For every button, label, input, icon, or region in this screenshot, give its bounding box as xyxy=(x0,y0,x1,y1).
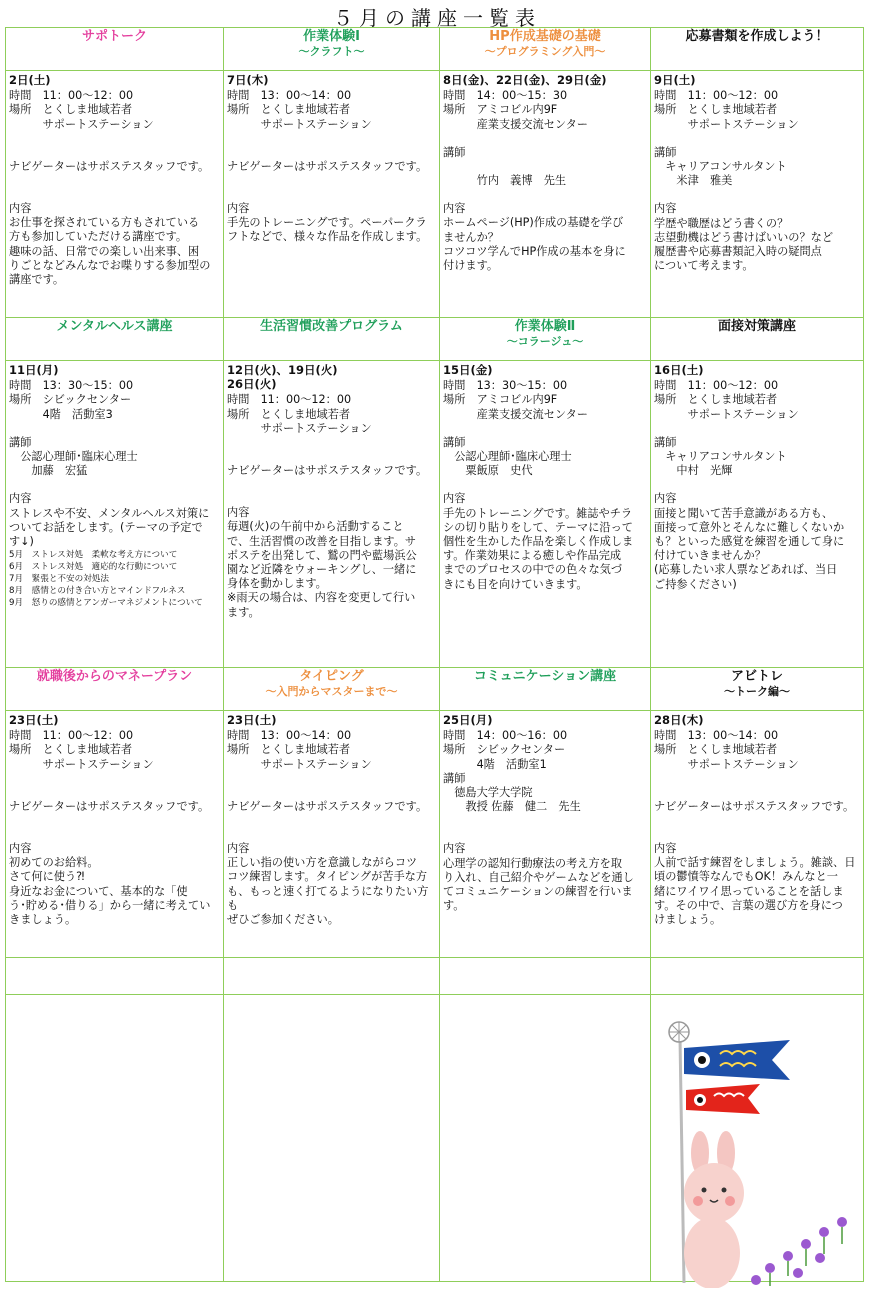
course-detail-line: 手先のトレーニングです。雑誌やチラ xyxy=(443,506,633,520)
course-detail-line: (応募したい求人票などあれば、当日 xyxy=(654,563,838,577)
course-date: 23日(土) xyxy=(227,713,277,727)
course-detail-line: 時間 13：00～14：00 xyxy=(227,89,352,103)
course-detail-line: 場所 アミコビル内9F xyxy=(443,393,558,407)
line-gap xyxy=(9,786,220,800)
course-detail-line: ます。 xyxy=(227,605,260,619)
line-gap xyxy=(227,132,436,146)
course-detail-line: 内容 xyxy=(443,492,466,506)
course-detail-line: 講師 xyxy=(9,435,32,449)
course-detail-line: 内容 xyxy=(227,842,250,856)
line-gap xyxy=(443,422,647,436)
course-title: コミュニケーション講座 xyxy=(473,669,617,684)
course-title: 作業体験Ⅰ xyxy=(303,29,360,44)
course-detail-line: 場所 シビックセンター xyxy=(9,393,132,407)
course-detail-line: 講師 xyxy=(443,145,466,159)
course-detail-line: 講師 xyxy=(654,145,677,159)
course-details xyxy=(440,711,651,958)
course-detail-line: 身体を動かします。 xyxy=(227,577,327,591)
course-detail-line: 初めてのお給料。 xyxy=(9,856,99,870)
course-detail-line: も、もっと速く打てるようになりたい方も xyxy=(227,884,429,912)
course-detail-line: 場所 とくしま地域若者 xyxy=(654,393,778,407)
course-detail-line: 講師 xyxy=(654,435,677,449)
course-detail-line: 時間 11：00～12：00 xyxy=(654,89,779,103)
course-date: 23日(土) xyxy=(9,713,59,727)
course-detail-line: キャリアコンサルタント xyxy=(654,160,787,174)
line-gap xyxy=(227,828,436,842)
course-title: 就職後からのマネープラン xyxy=(36,669,193,684)
course-detail-line: サポートステーション xyxy=(227,117,372,131)
course-detail-line: 個性を生かした作品を楽しく作成しま xyxy=(443,535,634,549)
course-header xyxy=(440,28,651,71)
course-detail-line: う･貯める･借りる」から一緒に考えてい xyxy=(9,898,211,912)
course-header xyxy=(6,28,224,71)
course-detail-line: コツ練習します。タイピングが苦手な方 xyxy=(227,870,428,884)
course-detail-line: ナビゲーターはサポステスタッフです。 xyxy=(9,799,210,813)
koinobori-rabbit-illustration xyxy=(660,1018,860,1288)
course-detail-line: サポートステーション xyxy=(654,407,799,421)
course-detail-line: 時間 11：00～12：00 xyxy=(227,393,352,407)
course-detail-line: 場所 とくしま地域若者 xyxy=(227,743,351,757)
course-details xyxy=(651,711,864,958)
course-detail-line: 講師 xyxy=(443,435,466,449)
course-title: メンタルヘルス講座 xyxy=(56,319,173,334)
line-gap xyxy=(227,772,436,786)
course-detail-line: 正しい指の使い方を意識しながらコツ xyxy=(227,856,418,870)
course-detail-line: ナビゲーターはサポステスタッフです。 xyxy=(227,159,428,173)
course-detail-line: 履歴書や応募書類記入時の疑問点 xyxy=(654,245,822,259)
course-date: 25日(月) xyxy=(443,713,493,727)
topic-schedule-line: 6月 ストレス対処 適応的な行動について xyxy=(9,562,178,573)
course-detail-line: 緒にワイワイ思っていることを話しま xyxy=(654,884,844,898)
course-detail-line: サポートステーション xyxy=(227,421,372,435)
topic-schedule-line: 5月 ストレス対処 柔軟な考え方について xyxy=(9,550,178,561)
empty-header-cell xyxy=(224,958,440,995)
empty-header-cell xyxy=(6,958,224,995)
course-detail-line: ナビゲーターはサポステスタッフです。 xyxy=(227,464,428,478)
line-gap xyxy=(443,478,647,492)
course-header xyxy=(440,668,651,711)
course-detail-line: 時間 11：00～12：00 xyxy=(654,379,779,393)
course-detail-line: ぜひご参加ください。 xyxy=(227,913,339,927)
course-header xyxy=(6,318,224,361)
course-detail-line: も？といった感覚を練習を通して身に xyxy=(654,535,845,549)
course-header xyxy=(6,668,224,711)
line-gap xyxy=(654,814,860,828)
course-detail-line: り入れ、自己紹介やゲームなどを通し xyxy=(443,870,634,884)
course-header xyxy=(651,318,864,361)
course-header xyxy=(651,28,864,71)
course-detail-line: 加藤 宏猛 xyxy=(9,464,88,478)
course-detail-line: 場所 シビックセンター xyxy=(443,743,566,757)
course-detail-line: 4階 活動室3 xyxy=(9,407,113,421)
course-subtitle: ～トーク編～ xyxy=(724,685,790,698)
course-date: 28日(木) xyxy=(654,713,704,727)
line-gap xyxy=(227,436,436,450)
line-gap xyxy=(654,772,860,786)
line-gap xyxy=(9,814,220,828)
course-detail-line: 面接と聞いて苦手意識がある方も、 xyxy=(654,506,834,520)
line-gap xyxy=(9,188,220,202)
line-gap xyxy=(654,786,860,800)
course-detail-line: 場所 アミコビル内9F xyxy=(443,103,558,117)
course-details xyxy=(224,71,440,318)
course-detail-line: 場所 とくしま地域若者 xyxy=(227,103,351,117)
course-date: 2日(土) xyxy=(9,73,51,87)
course-detail-line: 趣味の話、日常での楽しい出来事、困 xyxy=(9,244,200,258)
course-detail-line: 付けていきませんか？ xyxy=(654,549,766,563)
line-gap xyxy=(654,828,860,842)
course-detail-line: 時間 13：00～14：00 xyxy=(227,729,352,743)
course-detail-line: りごとなどみんなでお喋りする参加型の xyxy=(9,258,211,272)
line-gap xyxy=(443,132,647,146)
course-detail-line: 時間 14：00～16：00 xyxy=(443,729,568,743)
course-title: 応募書類を作成しよう！ xyxy=(685,29,829,44)
course-detail-line: 産業支援交流センター xyxy=(443,117,588,131)
course-detail-line: ナビゲーターはサポステスタッフです。 xyxy=(9,159,210,173)
course-detail-line: 内容 xyxy=(443,842,466,856)
course-detail-line: 場所 とくしま地域若者 xyxy=(9,103,133,117)
course-detail-line: 産業支援交流センター xyxy=(443,407,588,421)
course-detail-line: 学歴や職歴はどう書くの？ xyxy=(654,216,789,230)
course-detail-line: 人前で話す練習をしましょう。雑談、日 xyxy=(654,856,856,870)
line-gap xyxy=(9,772,220,786)
course-detail-line: 身近なお金について、基本的な「使 xyxy=(9,884,188,898)
line-gap xyxy=(9,174,220,188)
course-detail-line: サポートステーション xyxy=(654,117,799,131)
course-subtitle: ～コラージュ～ xyxy=(506,335,584,348)
course-detail-line: ご持参ください) xyxy=(654,577,737,591)
course-detail-line: 内容 xyxy=(9,842,32,856)
line-gap xyxy=(9,478,220,492)
course-detail-line: 時間 11：00～12：00 xyxy=(9,729,134,743)
topic-schedule-line: 8月 感情との付き合い方とマインドフルネス xyxy=(9,586,186,597)
course-detail-line: サポートステーション xyxy=(654,757,799,771)
course-detail-line: 教授 佐藤 健二 先生 xyxy=(443,800,581,814)
course-detail-line: ※雨天の場合は、内容を変更して行い xyxy=(227,591,416,605)
course-detail-line: 内容 xyxy=(227,506,250,520)
course-detail-line: 内容 xyxy=(227,202,250,216)
course-detail-line: 4階 活動室1 xyxy=(443,757,547,771)
course-details xyxy=(440,71,651,318)
course-title: HP作成基礎の基礎 xyxy=(489,29,601,44)
course-detail-line: 内容 xyxy=(9,492,32,506)
line-gap xyxy=(654,132,860,146)
line-gap xyxy=(227,188,436,202)
course-detail-line: サポートステーション xyxy=(9,757,154,771)
course-detail-line: 内容 xyxy=(654,202,677,216)
course-date: 11日(月) xyxy=(9,363,59,377)
course-title: 面接対策講座 xyxy=(717,319,796,334)
course-detail-line: 場所 とくしま地域若者 xyxy=(227,407,351,421)
course-detail-line: す↓) xyxy=(9,535,34,549)
course-detail-line: 場所 とくしま地域若者 xyxy=(654,103,778,117)
course-detail-line: サポートステーション xyxy=(9,117,154,131)
line-gap xyxy=(227,478,436,492)
line-gap xyxy=(654,188,860,202)
course-detail-line: ポステを出発して、鷲の門や藍場浜公 xyxy=(227,548,417,562)
line-gap xyxy=(443,814,647,828)
course-detail-line: 時間 13：30～15：00 xyxy=(443,379,568,393)
course-header xyxy=(440,318,651,361)
course-detail-line: 毎週(火)の午前中から活動すること xyxy=(227,520,404,534)
course-details xyxy=(6,711,224,958)
course-detail-line: ませんか？ xyxy=(443,230,499,244)
line-gap xyxy=(227,146,436,160)
line-gap xyxy=(227,450,436,464)
course-detail-line: 時間 11：00～12：00 xyxy=(9,89,134,103)
page-title: ５月の講座一覧表 xyxy=(333,6,541,30)
course-detail-line: 内容 xyxy=(443,202,466,216)
course-detail-line: 志望動機はどう書けばいいの？など xyxy=(654,230,834,244)
course-detail-line: 講師 xyxy=(443,771,466,785)
course-detail-line: 講座です。 xyxy=(9,273,65,287)
course-title: タイピング xyxy=(299,669,364,684)
course-detail-line: キャリアコンサルタント xyxy=(654,450,787,464)
course-details xyxy=(224,361,440,668)
course-detail-line: 心理学の認知行動療法の考え方を取 xyxy=(443,856,623,870)
course-subtitle: ～入門からマスターまで～ xyxy=(265,685,398,698)
line-gap xyxy=(9,422,220,436)
course-detail-line: 粟飯原 史代 xyxy=(443,464,533,478)
line-gap xyxy=(227,174,436,188)
course-detail-line: 内容 xyxy=(654,842,677,856)
course-date: 7日(木) xyxy=(227,73,269,87)
line-gap xyxy=(227,814,436,828)
course-detail-line: 場所 とくしま地域若者 xyxy=(654,743,778,757)
course-details xyxy=(6,361,224,668)
empty-body-cell xyxy=(6,995,224,1282)
line-gap xyxy=(654,478,860,492)
course-detail-line: 徳島大学大学院 xyxy=(443,786,533,800)
empty-body-cell xyxy=(440,995,651,1282)
empty-header-cell xyxy=(440,958,651,995)
course-detail-line: コツコツ学んでHP作成の基本を身に xyxy=(443,244,626,258)
course-detail-line: きにも目を向けていきます。 xyxy=(443,577,588,591)
course-header xyxy=(651,668,864,711)
course-detail-line: 園など近隣をウォーキングし、一緒に xyxy=(227,563,417,577)
course-detail-line: ついてお話をします。(テーマの予定で xyxy=(9,520,203,534)
topic-schedule-line: 7月 緊張と不安の対処法 xyxy=(9,574,109,585)
course-detail-line: 中村 光輝 xyxy=(654,464,733,478)
course-date: 15日(金) xyxy=(443,363,493,377)
line-gap xyxy=(443,188,647,202)
line-gap xyxy=(443,160,647,174)
course-detail-line: 米津 雅美 xyxy=(654,174,733,188)
course-details xyxy=(440,361,651,668)
course-details xyxy=(651,71,864,318)
course-header xyxy=(224,28,440,71)
course-detail-line: 時間 13：30～15：00 xyxy=(9,379,134,393)
course-detail-line: までのプロセスの中での色々な気づ xyxy=(443,563,623,577)
course-detail-line: について考えます。 xyxy=(654,259,754,273)
line-gap xyxy=(227,492,436,506)
line-gap xyxy=(9,132,220,146)
course-date: 8日(金)、22日(金)、29日(金) xyxy=(443,73,607,87)
course-title: 生活習慣改善プログラム xyxy=(260,319,403,334)
course-header xyxy=(224,318,440,361)
course-detail-line: 公認心理師･臨床心理士 xyxy=(443,450,572,464)
course-detail-line: で、生活習慣の改善を目指します。サ xyxy=(227,534,417,548)
course-title: アビトレ xyxy=(730,669,783,684)
course-detail-line: けましょう。 xyxy=(654,913,722,927)
course-date: 9日(土) xyxy=(654,73,696,87)
course-detail-line: 竹内 義博 先生 xyxy=(443,174,567,188)
course-detail-line: 時間 13：00～14：00 xyxy=(654,729,779,743)
course-header xyxy=(224,668,440,711)
course-detail-line: フトなどで、様々な作品を作成します。 xyxy=(227,230,428,244)
empty-body-cell xyxy=(224,995,440,1282)
course-detail-line: す。作業効果による癒しや作品完成 xyxy=(443,549,622,563)
course-detail-line: 時間 14：00～15：30 xyxy=(443,89,568,103)
course-detail-line: さて何に使う⁈ xyxy=(9,870,85,884)
course-title: 作業体験Ⅱ xyxy=(514,319,576,334)
course-details xyxy=(224,711,440,958)
course-detail-line: てコミュニケーションの練習を行いま xyxy=(443,885,633,899)
course-detail-line: ストレスや不安、メンタルヘルス対策に xyxy=(9,506,210,520)
topic-schedule-line: 9月 怒りの感情とアンガーマネジメントについて xyxy=(9,598,203,609)
course-details xyxy=(651,361,864,668)
course-detail-line: 内容 xyxy=(654,492,677,506)
course-detail-line: 内容 xyxy=(9,202,32,216)
course-title: サポトーク xyxy=(81,29,147,44)
line-gap xyxy=(227,786,436,800)
line-gap xyxy=(9,828,220,842)
course-date: 16日(土) xyxy=(654,363,704,377)
course-detail-line: 面接って意外とそんなに難しくないか xyxy=(654,520,845,534)
course-detail-line: ホームページ(HP)作成の基礎を学び xyxy=(443,216,624,230)
course-detail-line: す。その中で、言葉の選び方を身につ xyxy=(654,898,843,912)
course-detail-line: ナビゲーターはサポステスタッフです。 xyxy=(227,799,428,813)
course-detail-line: シの切り貼りをして、テーマに沿って xyxy=(443,520,633,534)
course-detail-line: ナビゲーターはサポステスタッフです。 xyxy=(654,799,855,813)
course-detail-line: 方も参加していただける講座です。 xyxy=(9,230,188,244)
course-details xyxy=(6,71,224,318)
course-date: 12日(火)、19日(火) 26日(火) xyxy=(227,363,338,392)
course-detail-line: す。 xyxy=(443,899,465,913)
course-detail-line: 付けます。 xyxy=(443,259,499,273)
course-detail-line: 頃の鬱憤等なんでもOK！みんなと一 xyxy=(654,870,838,884)
course-detail-line: サポートステーション xyxy=(227,757,372,771)
line-gap xyxy=(654,422,860,436)
empty-header-cell xyxy=(651,958,864,995)
course-detail-line: きましょう。 xyxy=(9,913,77,927)
course-detail-line: 公認心理師･臨床心理士 xyxy=(9,450,138,464)
course-subtitle: ～クラフト～ xyxy=(298,45,365,58)
course-subtitle: ～プログラミング入門～ xyxy=(484,45,606,58)
line-gap xyxy=(9,146,220,160)
course-detail-line: お仕事を探されている方もされている xyxy=(9,216,200,230)
course-detail-line: 場所 とくしま地域若者 xyxy=(9,743,133,757)
line-gap xyxy=(443,828,647,842)
course-detail-line: 手先のトレーニングです。ペーパークラ xyxy=(227,216,427,230)
